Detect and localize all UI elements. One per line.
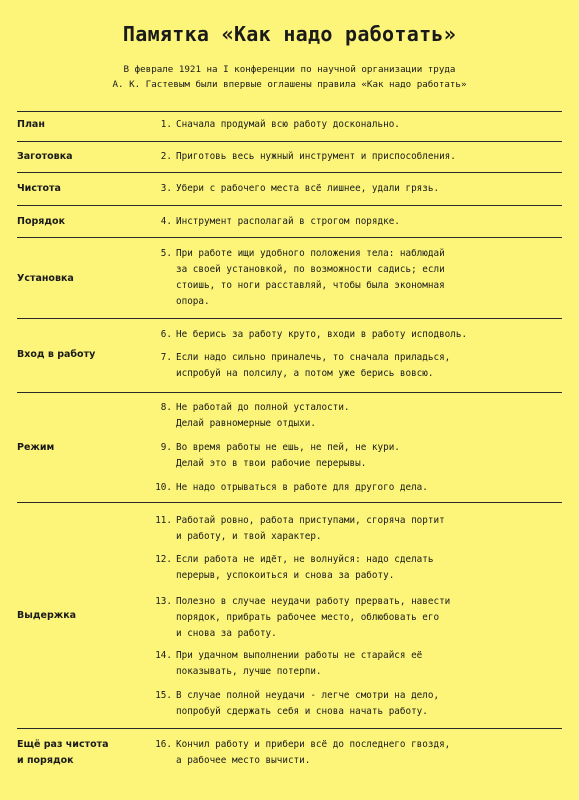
row-separator (17, 111, 562, 112)
section-name-line: Заготовка (17, 151, 73, 162)
section-name (17, 214, 147, 230)
rule-text-line: порядок, прибрать рабочее место, облюбовать его (176, 612, 440, 623)
rule-text (176, 246, 556, 310)
rule-text (176, 181, 556, 197)
rule-item (150, 246, 550, 310)
rule-text (176, 737, 556, 769)
rule-text-line: стоишь, то ноги расставляй, чтобы была экономная (176, 280, 445, 291)
rule-number: 10. (155, 482, 172, 493)
rule-text-line: испробуй на полсилу, а потом уже берись вовсю. (176, 368, 434, 379)
rule-text-line: перерыв, успокоиться и снова за работу. (176, 570, 395, 581)
rule-item (150, 737, 550, 769)
page-title: Памятка «Как надо работать» (122, 22, 457, 46)
rule-text-line: Не надо отрываться в работе для другого дела. (176, 482, 428, 493)
rule-item (150, 440, 550, 472)
rule-text (176, 688, 556, 720)
rule-text-line: Работай ровно, работа приступами, сгоряча портит (176, 515, 445, 526)
section-name-line: и порядок (17, 755, 74, 766)
rule-text-line: При удачном выполнении работы не старайся её (176, 650, 423, 661)
rule-text-line: опора. (176, 296, 210, 307)
rule-item (150, 513, 550, 545)
intro-line: В феврале 1921 на I конференции по научной организации труда (123, 64, 456, 75)
rule-number: 9. (160, 442, 172, 453)
rule-number: 7. (160, 352, 172, 363)
rule-item (150, 149, 550, 165)
rule-text-line: показывать, лучше потерпи. (176, 666, 322, 677)
section-name (17, 737, 147, 769)
rule-number: 11. (155, 515, 172, 526)
rule-text-line: Приготовь весь нужный инструмент и приспособления. (176, 151, 456, 162)
section-name-line: Чистота (17, 183, 61, 194)
rule-text-line: и снова за работу. (176, 628, 277, 639)
rule-number: 5. (160, 248, 172, 259)
row-separator (17, 392, 562, 393)
rule-text (176, 400, 556, 432)
intro-line: А. К. Гастевым были впервые оглашены правила «Как надо работать» (112, 79, 467, 90)
rule-number: 4. (160, 216, 172, 227)
rule-text-line: а рабочее место вычисти. (176, 755, 311, 766)
rule-item (150, 181, 550, 197)
rule-text-line: В случае полной неудачи - легче смотри на дело, (176, 690, 440, 701)
rule-item (150, 117, 550, 133)
rule-number: 2. (160, 151, 172, 162)
rule-number: 3. (160, 183, 172, 194)
rule-text (176, 513, 556, 545)
rule-text (176, 648, 556, 680)
rule-text-line: Кончил работу и прибери всё до последнего гвоздя, (176, 739, 451, 750)
rule-text-line: и работу, и твой характер. (176, 531, 322, 542)
section-name-line: Режим (17, 442, 55, 453)
rule-text-line: При работе ищи удобного положения тела: наблюдай (176, 248, 445, 259)
section-name (17, 117, 147, 133)
rule-item (150, 480, 550, 496)
rule-number: 1. (160, 119, 172, 130)
row-separator (17, 237, 562, 238)
rule-text-line: Не работай до полной усталости. (176, 402, 350, 413)
section-name (17, 347, 147, 363)
section-name-line: Ещё раз чистота (17, 739, 109, 750)
section-name (17, 608, 147, 624)
section-name (17, 440, 147, 456)
section-name-line: Вход в работу (17, 349, 96, 360)
rule-number: 13. (155, 596, 172, 607)
rule-text-line: за своей установкой, по возможности садись; если (176, 264, 445, 275)
rule-text (176, 117, 556, 133)
row-separator (17, 728, 562, 729)
section-name (17, 181, 147, 197)
row-separator (17, 141, 562, 142)
rule-item (150, 214, 550, 230)
rule-number: 14. (155, 650, 172, 661)
rule-text (176, 480, 556, 496)
rule-number: 15. (155, 690, 172, 701)
rule-item (150, 688, 550, 720)
rule-text (176, 214, 556, 230)
rule-item (150, 327, 550, 343)
rule-text (176, 440, 556, 472)
row-separator (17, 172, 562, 173)
rule-text-line: Делай равномерные отдыхи. (176, 418, 316, 429)
rule-text-line: Во время работы не ешь, не пей, не кури. (176, 442, 400, 453)
rule-text-line: Делай это в твои рабочие перерывы. (176, 458, 367, 469)
rule-text (176, 149, 556, 165)
rule-item (150, 594, 550, 642)
section-name-line: Порядок (17, 216, 66, 227)
rule-item (150, 350, 550, 382)
rule-text-line: Инструмент располагай в строгом порядке. (176, 216, 400, 227)
rule-text-line: Убери с рабочего места всё лишнее, удали грязь. (176, 183, 440, 194)
rule-text-line: Если надо сильно приналечь, то сначала приладься, (176, 352, 451, 363)
rule-number: 6. (160, 329, 172, 340)
rule-number: 12. (155, 554, 172, 565)
rule-number: 8. (160, 402, 172, 413)
rule-text (176, 594, 556, 642)
section-name-line: Установка (17, 273, 74, 284)
rule-text-line: попробуй сдержать себя и снова начать работу. (176, 706, 428, 717)
rule-text (176, 350, 556, 382)
section-name-line: Выдержка (17, 610, 77, 621)
rule-text (176, 327, 556, 343)
rule-text-line: Полезно в случае неудачи работу прервать, навести (176, 596, 451, 607)
rule-text-line: Сначала продумай всю работу досконально. (176, 119, 400, 130)
row-separator (17, 502, 562, 503)
rule-item (150, 552, 550, 584)
row-separator (17, 205, 562, 206)
rule-text-line: Если работа не идёт, не волнуйся: надо сделать (176, 554, 434, 565)
rule-item (150, 400, 550, 432)
rule-number: 16. (155, 739, 172, 750)
section-name-line: План (17, 119, 45, 130)
intro-text (30, 62, 549, 92)
section-name (17, 149, 147, 165)
section-name (17, 271, 147, 287)
rule-item (150, 648, 550, 680)
row-separator (17, 318, 562, 319)
rule-text (176, 552, 556, 584)
rule-text-line: Не берись за работу круто, входи в работу исподволь. (176, 329, 468, 340)
